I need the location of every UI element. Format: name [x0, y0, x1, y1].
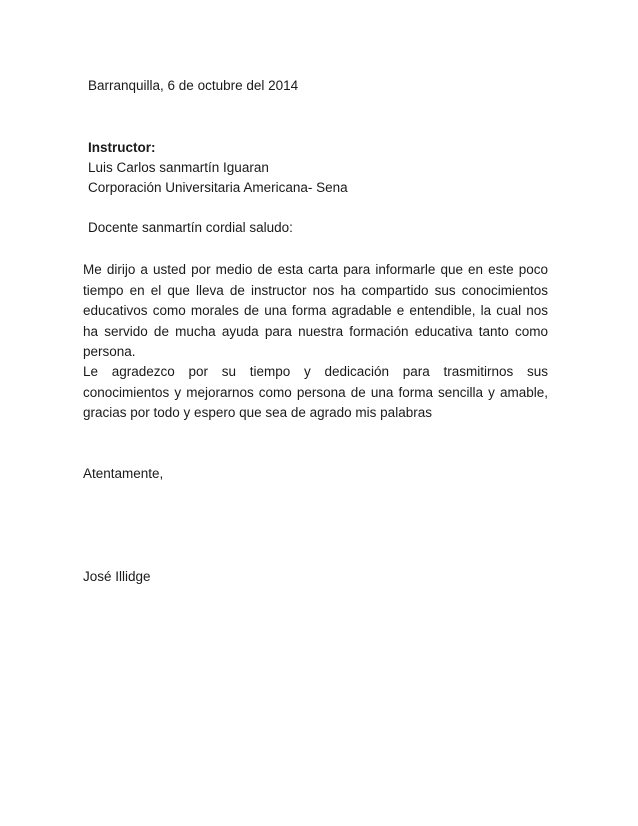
recipient-name: Luis Carlos sanmartín Iguaran	[88, 160, 269, 175]
body-paragraph: Le agradezco por su tiempo y dedicación para trasmitirnos sus conocimientos y mejorarnos como persona de una forma sencilla y amable, gracias por todo y espero que sea de agrado mis palabras	[83, 364, 548, 420]
recipient-title: Instructor:	[88, 140, 156, 155]
date-line: Barranquilla, 6 de octubre del 2014	[88, 78, 299, 93]
greeting-line: Docente sanmartín cordial saludo:	[88, 220, 293, 235]
signature-name: José Illidge	[83, 569, 151, 584]
closing-line: Atentamente,	[83, 466, 164, 481]
recipient-organization: Corporación Universitaria Americana- Sena	[88, 180, 348, 195]
body-paragraph: Me dirijo a usted por medio de esta carta para informarle que en este poco tiempo en el que lleva de instructor nos ha compartido sus conocimientos educativos como morales de una forma agradable e entendible, la cual nos ha servido de mucha ayuda para nuestra formación educativa tanto como persona.	[83, 262, 548, 359]
